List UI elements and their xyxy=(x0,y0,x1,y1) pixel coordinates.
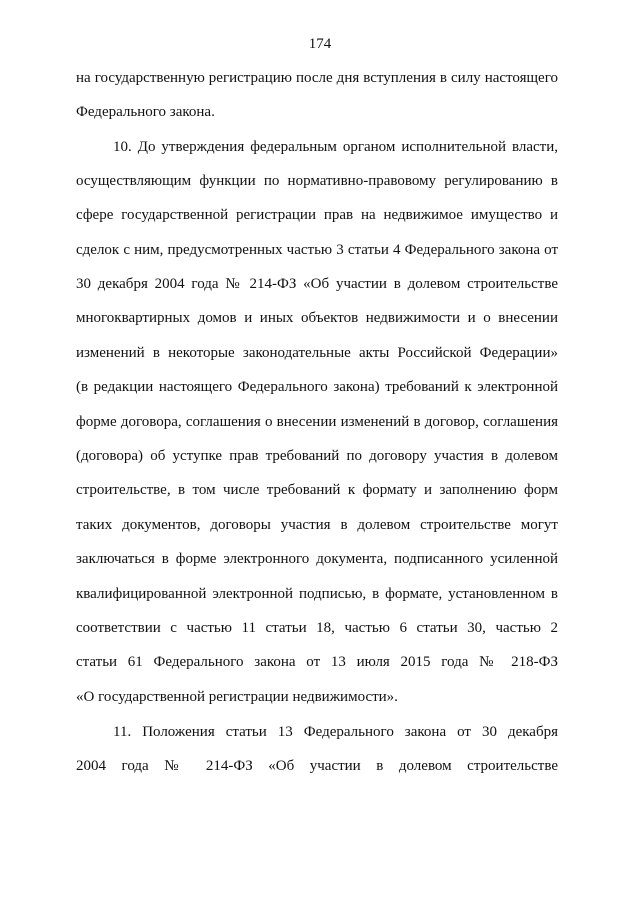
text-line: сделок с ним, предусмотренных частью 3 статьи 4 Федерального закона от xyxy=(76,242,558,258)
text-line: таких документов, договоры участия в долевом строительстве могут xyxy=(76,517,558,533)
text-line: строительстве, в том числе требований к формату и заполнению форм xyxy=(76,482,558,498)
text-line: Федерального закона. xyxy=(76,104,215,120)
text-line: многоквартирных домов и иных объектов недвижимости и о внесении xyxy=(76,310,558,326)
text-line: форме договора, соглашения о внесении изменений в договор, соглашения xyxy=(76,414,558,430)
text-line: (договора) об уступке прав требований по договору участия в долевом xyxy=(76,448,558,464)
text-line: 11. Положения статьи 13 Федерального закона от 30 декабря xyxy=(113,724,558,740)
text-line: осуществляющим функции по нормативно-правовому регулированию в xyxy=(76,173,558,189)
text-line: изменений в некоторые законодательные акты Российской Федерации» xyxy=(76,345,558,361)
text-line: заключаться в форме электронного документа, подписанного усиленной xyxy=(76,551,558,567)
text-line: (в редакции настоящего Федерального закона) требований к электронной xyxy=(76,379,558,395)
text-line: 30 декабря 2004 года № 214-ФЗ «Об участии в долевом строительстве xyxy=(76,276,558,292)
page-number: 174 xyxy=(308,36,332,52)
text-line: 2004 года № 214-ФЗ «Об участии в долевом строительстве xyxy=(76,758,558,774)
text-line: «О государственной регистрации недвижимости». xyxy=(76,689,398,705)
text-line: на государственную регистрацию после дня вступления в силу настоящего xyxy=(76,70,558,86)
text-line: квалифицированной электронной подписью, в формате, установленном в xyxy=(76,586,558,602)
text-line: соответствии с частью 11 статьи 18, частью 6 статьи 30, частью 2 xyxy=(76,620,558,636)
text-line: сфере государственной регистрации прав на недвижимое имущество и xyxy=(76,207,558,223)
text-line: 10. До утверждения федеральным органом исполнительной власти, xyxy=(113,139,558,155)
text-line: статьи 61 Федерального закона от 13 июля 2015 года № 218-ФЗ xyxy=(76,654,558,670)
